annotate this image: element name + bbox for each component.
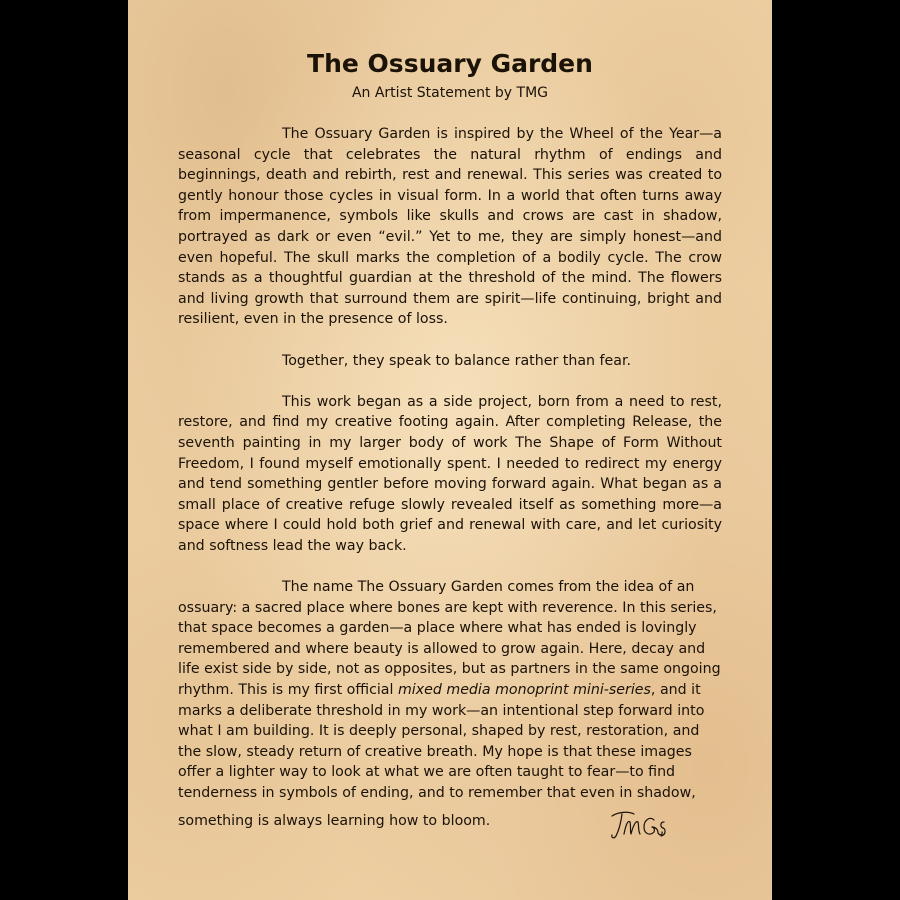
document-title: The Ossuary Garden (307, 49, 593, 78)
paragraph-side-project: This work began as a side project, born from a need to rest, restore, and find my creative footing again. After completing Release, the seventh painting in my larger body of work The Shape of Form Without Freedom, I found myself emotionally spent. I needed to redirect my energy and tend something gentler before moving forward again. What began as a small place of creative refuge slowly revealed itself as something more—a space where I could hold both grief and renewal with care, and let curiosity and softness lead the way back. (178, 393, 722, 554)
paragraph-wheel-of-the-year: The Ossuary Garden is inspired by the Wheel of the Year—a seasonal cycle that celebrates the natural rhythm of endings and beginnings, death and rebirth, rest and renewal. This series was created to gently honour those cycles in visual form. In a world that often turns away from impermanence, symbols like skulls and crows are cast in shadow, portrayed as dark or even “evil.” Yet to me, they are simply honest—and even hopeful. The skull marks the completion of a bodily cycle. The crow stands as a thoughtful guardian at the threshold of the mind. The flowers and living growth that surround them are spirit—life continuing, bright and resilient, even in the presence of loss. (178, 126, 722, 328)
paragraph-text-continued: , and it marks a deliberate threshold in my work—an intentional step forward into what I am building. It is deeply personal, shaped by rest, restoration, and the slow, steady return of creative breath. My hope is that these images offer a lighter way to look at what we are often taught to fear—to find tenderness in symbols of ending, and to remember that even in shadow, something is always learning how to bloom. (178, 682, 705, 829)
paragraph-text: The name The Ossuary Garden comes from the idea of an ossuary: a sacred place where bones are kept with reverence. In this series, that space becomes a garden—a place where what has ended is lovingly remembered and where beauty is allowed to grow again. Here, decay and life exist side by side, not as opposites, but as partners in the same ongoing rhythm. This is my first official (178, 579, 721, 699)
signature-icon (608, 808, 670, 842)
statement-body (178, 124, 722, 838)
paragraph-balance: Together, they speak to balance rather than fear. (282, 352, 632, 369)
paragraph-name-origin (178, 577, 722, 838)
artist-statement-page (128, 0, 772, 900)
series-type-emphasis: mixed media monoprint mini-series (397, 682, 651, 699)
handwritten-signature (504, 808, 566, 842)
document-subtitle: An Artist Statement by TMG (351, 85, 549, 101)
